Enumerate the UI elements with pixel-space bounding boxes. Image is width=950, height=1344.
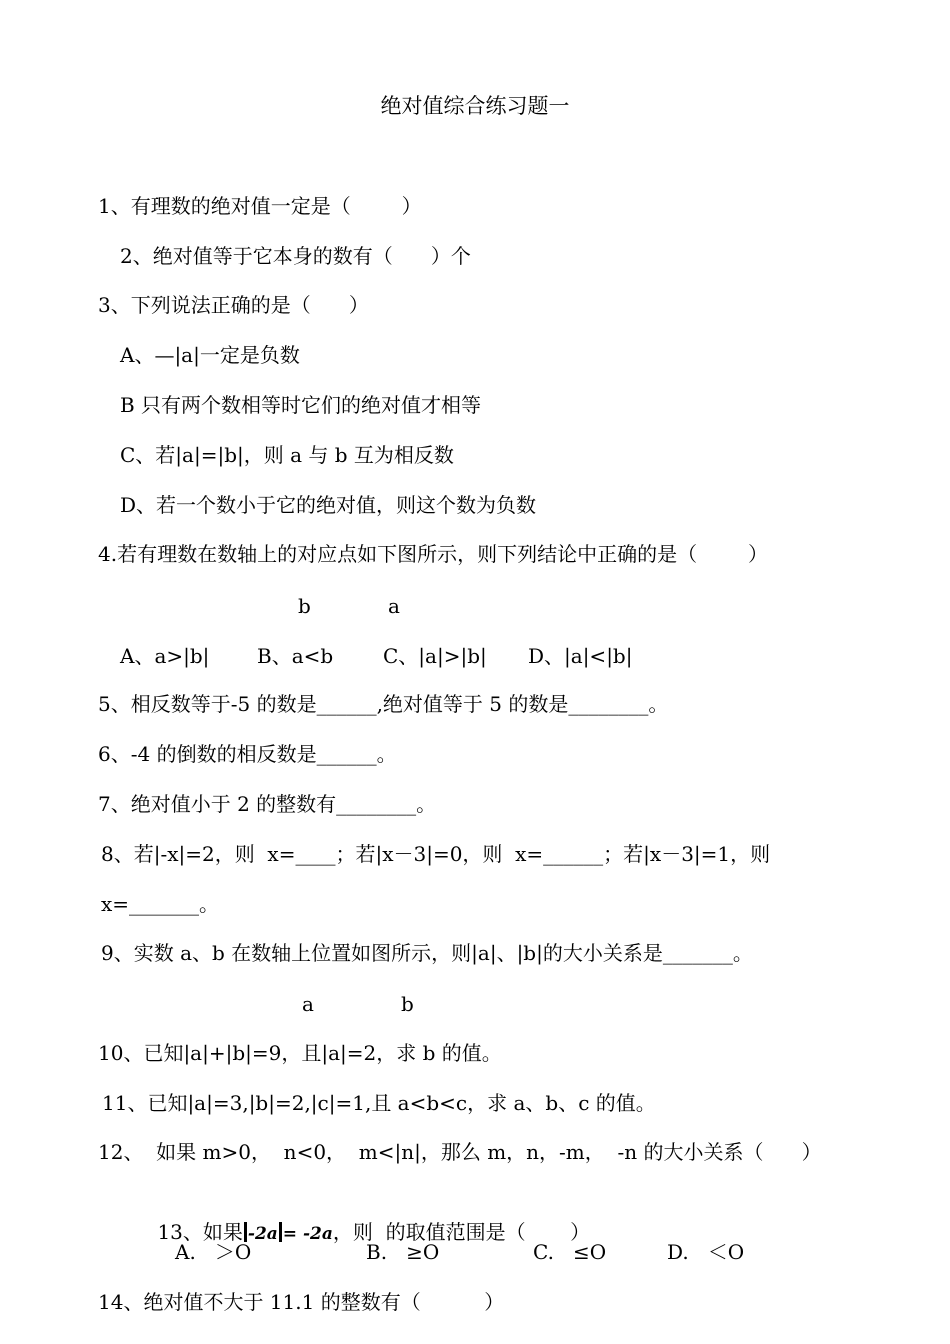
question-3-option-b: B 只有两个数相等时它们的绝对值才相等 bbox=[120, 393, 482, 417]
number-line-label-b-2: b bbox=[401, 992, 414, 1016]
question-10: 10、已知|a|+|b|=9，且|a|=2，求 b 的值。 bbox=[98, 1041, 502, 1065]
question-11: 11、已知|a|=3,|b|=2,|c|=1,且 a<b<c，求 a、b、c 的值。 bbox=[102, 1091, 656, 1115]
question-9: 9、实数 a、b 在数轴上位置如图所示，则|a|、|b|的大小关系是_______。 bbox=[101, 941, 753, 965]
question-13-option-d: D. ＜O bbox=[667, 1240, 745, 1264]
question-13-suffix: ，则 的取值范围是（ ） bbox=[332, 1220, 591, 1244]
question-4-option-c: C、|a|>|b| bbox=[383, 644, 487, 668]
question-4-option-a: A、a>|b| bbox=[120, 644, 210, 668]
question-8-continued: x=_______。 bbox=[101, 892, 220, 916]
number-line-label-b: b bbox=[298, 594, 311, 618]
math-expression-inner: -2a bbox=[247, 1224, 278, 1244]
question-7: 7、绝对值小于 2 的整数有________。 bbox=[98, 792, 437, 816]
question-5: 5、相反数等于-5 的数是______,绝对值等于 5 的数是________。 bbox=[98, 692, 669, 716]
question-14: 14、绝对值不大于 11.1 的整数有（ ） bbox=[98, 1290, 505, 1314]
number-line-label-a: a bbox=[388, 594, 400, 618]
question-3-option-c: C、若|a|=|b|，则 a 与 b 互为相反数 bbox=[120, 443, 454, 467]
question-13-option-b: B. ≥O bbox=[366, 1240, 440, 1264]
page-title: 绝对值综合练习题一 bbox=[380, 94, 570, 118]
question-3-option-d: D、若一个数小于它的绝对值，则这个数为负数 bbox=[120, 493, 537, 517]
question-4-option-d: D、|a|<|b| bbox=[528, 644, 633, 668]
question-12: 12、 如果 m>0， n<0， m<|n|，那么 m，n，-m， -n 的大小关系（ ） bbox=[98, 1140, 822, 1164]
question-4: 4.若有理数在数轴上的对应点如下图所示，则下列结论中正确的是（ ） bbox=[98, 542, 768, 566]
question-13-option-a: A. ＞O bbox=[175, 1240, 252, 1264]
question-3: 3、下列说法正确的是（ ） bbox=[98, 293, 369, 317]
question-8: 8、若|-x|=2，则 x=____；若|x－3|=0，则 x=______；若|x－3|=1，则 bbox=[101, 842, 771, 866]
question-4-option-b: B、a<b bbox=[257, 644, 334, 668]
question-13-option-c: C. ≤O bbox=[533, 1240, 607, 1264]
question-1: 1、有理数的绝对值一定是（ ） bbox=[98, 194, 422, 218]
question-13-prefix: 13、如果 bbox=[157, 1220, 243, 1244]
question-2: 2、绝对值等于它本身的数有（ ）个 bbox=[120, 244, 471, 268]
math-expression-right: = -2a bbox=[282, 1224, 333, 1244]
absolute-bar-right bbox=[279, 1222, 282, 1242]
number-line-label-a-2: a bbox=[302, 992, 314, 1016]
question-6: 6、-4 的倒数的相反数是______。 bbox=[98, 742, 397, 766]
question-3-option-a: A、—|a|一定是负数 bbox=[120, 343, 300, 367]
